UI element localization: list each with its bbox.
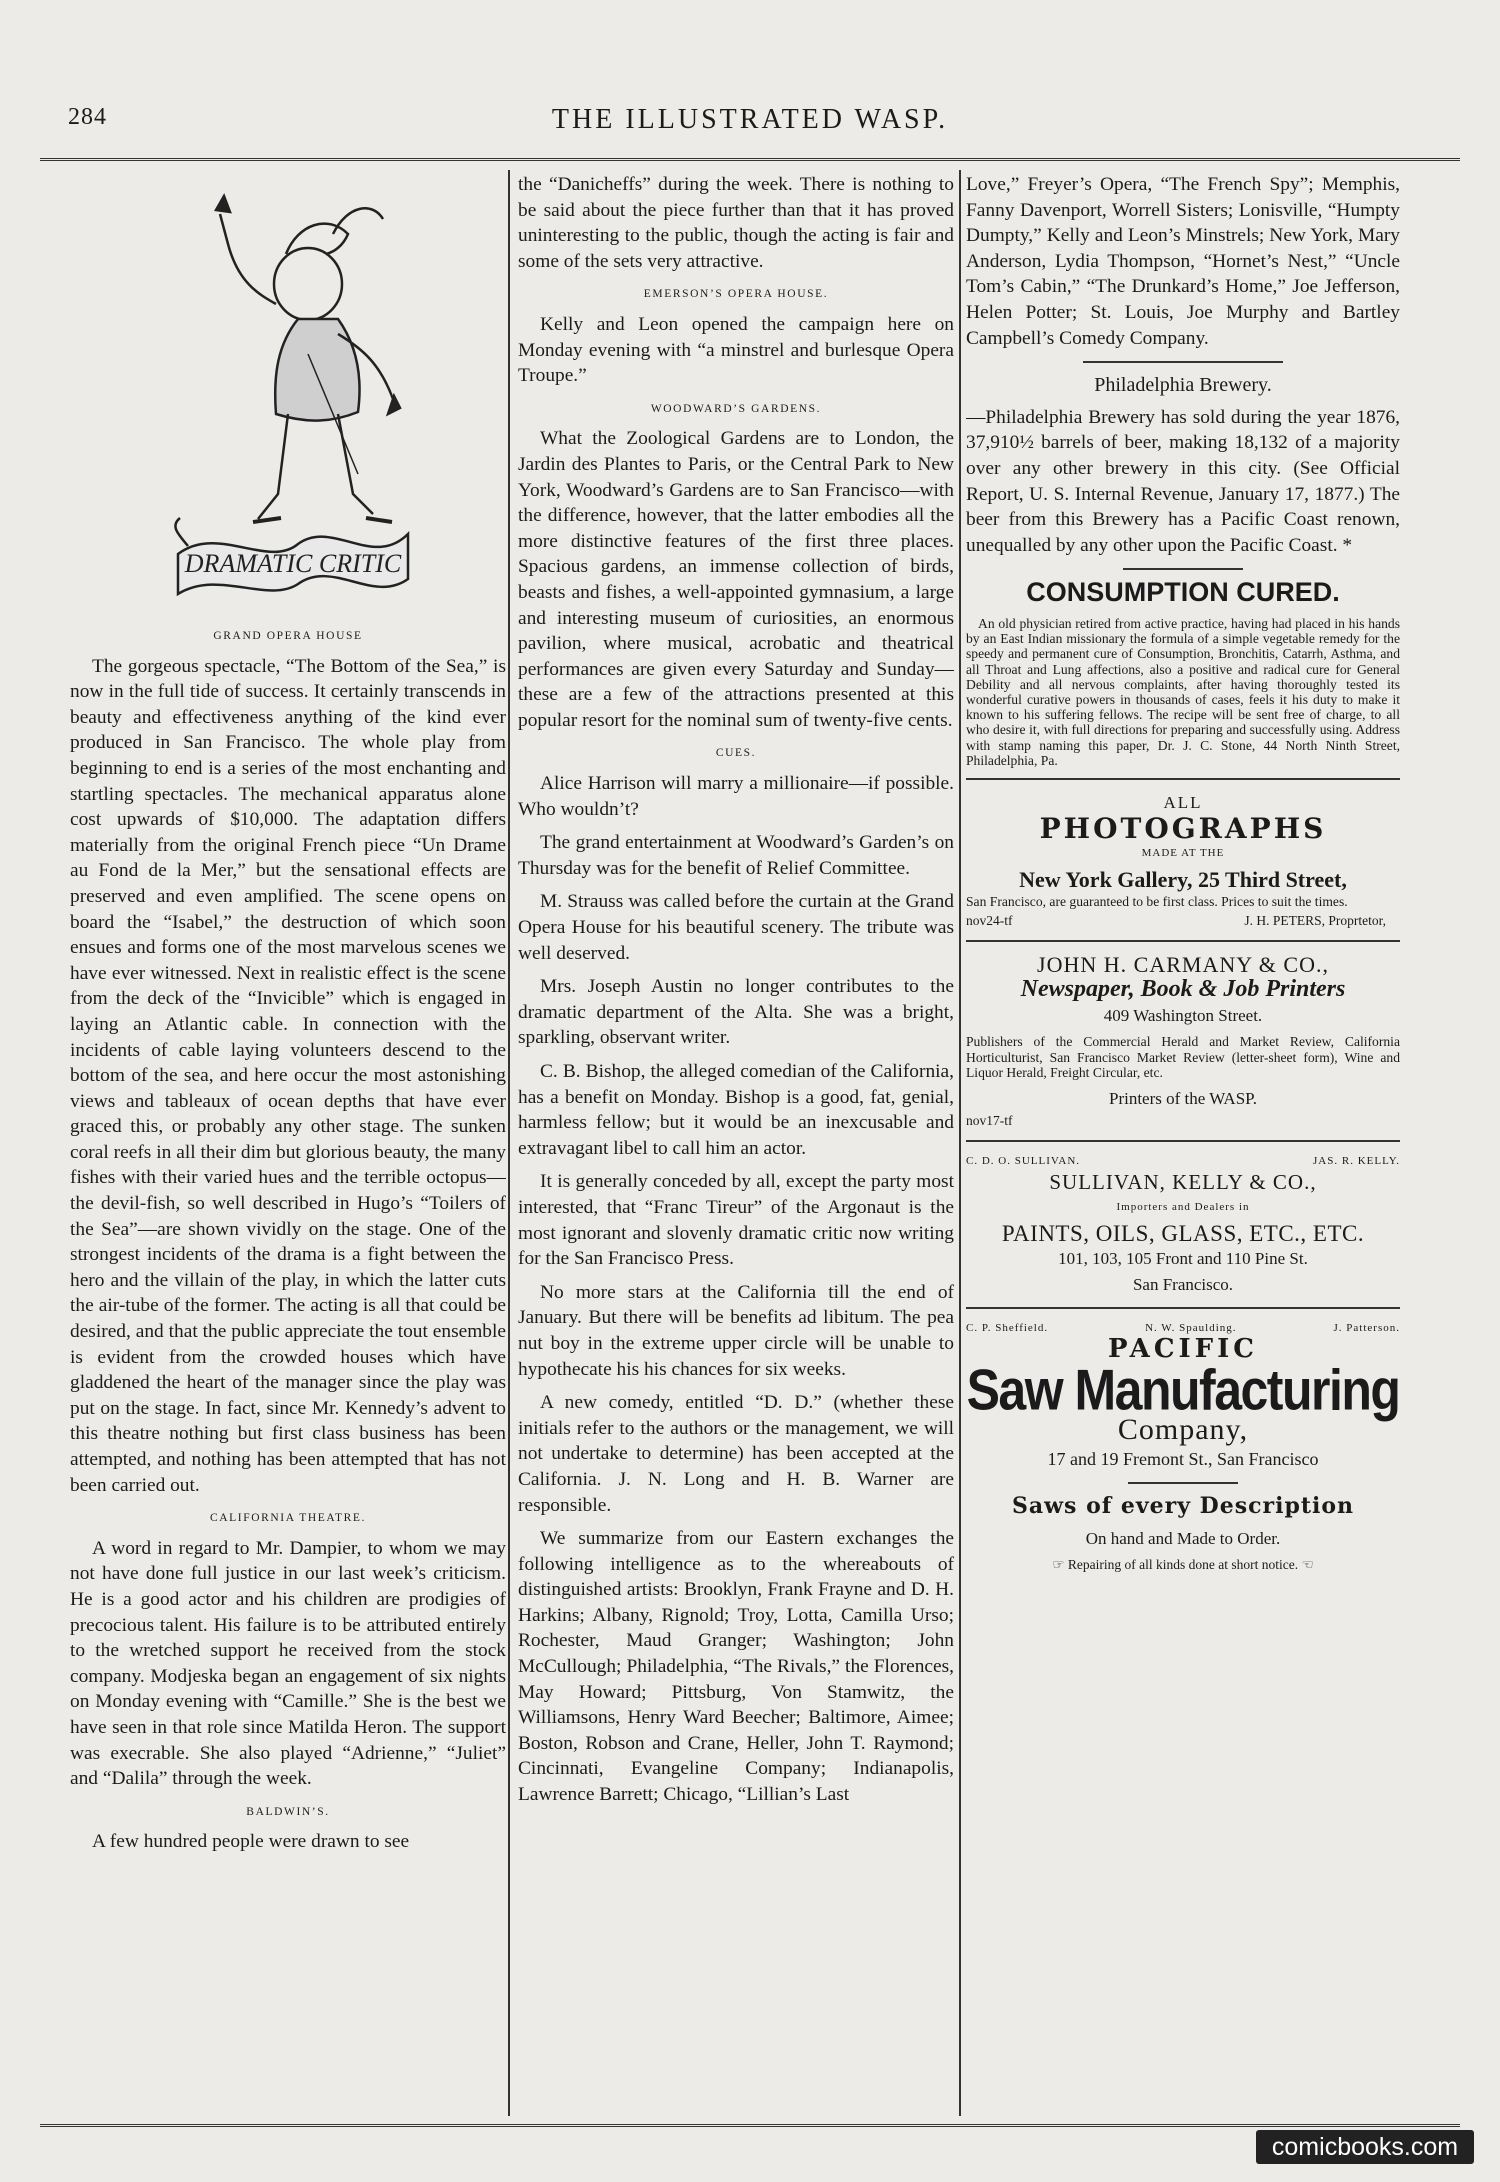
brewery-text: —Philadelphia Brewery has sold during the year 1876, 37,910½ barrels of beer, making 18,132 of a majority over any other brewery in this city. (See Official Report, U. S. Internal Revenue, January 17, 1877.) The beer from this Brewery has a Pacific Coast renown, unequalled by any other upon the Pacific Coast. * <box>966 406 1400 556</box>
illustration-caption: DRAMATIC CRITIC <box>184 549 402 578</box>
pointing-hand-icon: ☞ <box>1052 1557 1065 1573</box>
baldwin-heading: BALDWIN’S. <box>246 1805 330 1818</box>
page-number: 284 <box>68 104 107 130</box>
pacific-name: J. Patterson. <box>1333 1322 1400 1335</box>
cue-item: No more stars at the California till the end of January. But there will be benefits ad libitum. The pea nut boy in the extreme upper circle will be unable to hypothecate his his chances for six weeks. <box>518 1281 954 1380</box>
emerson-heading: EMERSON’S OPERA HOUSE. <box>643 288 829 301</box>
photo-title: PHOTOGRAPHS <box>1039 811 1327 845</box>
sullivan-title: SULLIVAN, KELLY & CO., <box>1049 1169 1317 1194</box>
cue-item: Mrs. Joseph Austin no longer contributes to the dramatic department of the Alta. She was a bright, sparkling, observant writer. <box>518 976 954 1049</box>
pacific-company: Company, <box>1117 1413 1249 1447</box>
carmany-text: Publishers of the Commercial Herald and Market Review, California Horticulturist, San Francisco Market Review (letter-sheet form), Wine and Liquor Herald, Freight Circular, etc. <box>966 1034 1400 1080</box>
column-1 <box>70 172 506 2112</box>
carmany-printers: Printers of the WASP. <box>1109 1088 1257 1108</box>
sullivan-address: 101, 103, 105 Front and 110 Pine St. <box>1058 1249 1308 1269</box>
photo-footer <box>966 912 1400 930</box>
ad-divider <box>966 778 1400 780</box>
california-heading: CALIFORNIA THEATRE. <box>209 1512 367 1525</box>
carmany-subtitle: Newspaper, Book & Job Printers <box>1020 976 1346 1003</box>
pacific-repair-line <box>966 1557 1400 1572</box>
woodward-heading: WOODWARD’S GARDENS. <box>650 402 822 415</box>
carmany-title: JOHN H. CARMANY & CO., <box>1037 951 1329 977</box>
column-2 <box>518 172 954 2112</box>
ad-divider <box>966 1307 1400 1309</box>
pacific-title: PACIFIC <box>1107 1334 1258 1365</box>
sullivan-goods: PAINTS, OILS, GLASS, ETC., ETC. <box>1001 1220 1365 1246</box>
cues-heading: CUES. <box>715 747 757 760</box>
column-divider-2 <box>959 170 961 2116</box>
consumption-text: An old physician retired from active practice, having had placed in his hands by an East Indian missionary the formula of a simple vegetable remedy for the speedy and permanent cure of Consumption, Bronchitis, Catarrh, Asthma, and all Throat and Lung affections, also a positive and radical cure for General Debility and all nervous complaints, after having thoroughly tested its wonderful curative powers in thousands of cases, feels it his duty to make it known to his suffering fellows. The recipe will be sent free of charge, to all who desire it, with full directions for preparing and successfully using. Address with stamp naming this paper, Dr. J. C. Stone, 44 North Ninth Street, Philadelphia, Pa. <box>966 615 1400 768</box>
cue-item: M. Strauss was called before the curtain at the Grand Opera House for his beautiful scenery. The tribute was well deserved. <box>518 891 954 964</box>
masthead <box>40 62 1460 162</box>
watermark: comicbooks.com <box>1256 2130 1474 2164</box>
pacific-saw: Saw Manufacturing <box>966 1357 1400 1423</box>
cue-item: Alice Harrison will marry a millionaire—if possible. Who wouldn’t? <box>518 773 954 820</box>
divider <box>1123 568 1243 570</box>
pacific-hand: On hand and Made to Order. <box>1085 1528 1281 1548</box>
emerson-text: Kelly and Leon opened the campaign here on Monday evening with “a minstrel and burlesque Opera Troupe.” <box>518 313 954 387</box>
sullivan-subtitle: Importers and Dealers in <box>1116 1201 1250 1214</box>
sullivan-city: San Francisco. <box>1132 1274 1234 1294</box>
divider <box>1128 1482 1238 1484</box>
pacific-name: N. W. Spaulding. <box>1145 1322 1237 1335</box>
photo-text: San Francisco, are guaranteed to be first class. Prices to suit the times. <box>966 894 1348 910</box>
photo-proprietor: J. H. PETERS, Proprtetor, <box>1244 912 1386 928</box>
bottom-rule <box>40 2124 1460 2127</box>
danicheffs-text: the “Danicheffs” during the week. There is nothing to be said about the piece further than that it has proved uninteresting to the public, though the acting is fair and some of the sets very attractive. <box>518 174 954 272</box>
photo-gallery: New York Gallery, 25 Third Street, <box>1019 866 1347 892</box>
newspaper-title: THE ILLUSTRATED WASP. <box>551 104 949 135</box>
dramatic-critic-illustration <box>158 174 418 614</box>
carmany-address: 409 Washington Street. <box>1103 1005 1263 1025</box>
baldwin-text: A few hundred people were drawn to see <box>92 1831 410 1853</box>
photo-ref: nov24-tf <box>966 912 1013 928</box>
divider <box>1083 361 1283 363</box>
pacific-repair: Repairing of all kinds done at short notice. <box>1067 1557 1299 1573</box>
cue-item: The grand entertainment at Woodward’s Garden’s on Thursday was for the benefit of Relief Committee. <box>518 832 954 879</box>
ad-divider <box>966 940 1400 942</box>
photo-made: MADE AT THE <box>1141 847 1225 860</box>
california-text: A word in regard to Mr. Dampier, to whom we may not have done full justice in our last week’s criticism. He is a good actor and his children are prodigies of precocious talent. His failure is to be attributed entirely to the wretched support he received from the stock company. Modjeska began an engagement of six nights on Monday evening with “Camille.” She is the best we have seen in that role since Matilda Heron. The support was execrable. She also played “Adrienne,” “Juliet” and “Dalila” through the week. <box>70 1537 506 1790</box>
brewery-heading: Philadelphia Brewery. <box>1094 374 1272 397</box>
column-divider-1 <box>508 170 510 2116</box>
photo-all: ALL <box>1163 792 1203 812</box>
cue-item: We summarize from our Eastern exchanges the following intelligence as to the whereabouts of distinguished artists: Brooklyn, Frank Frayne and D. H. Harkins; Albany, Rignold; Troy, Lotta, Camilla Urso; Rochester, Maud Granger; Washington; John McCullough; Philadelphia, “The Rivals,” the Florences, May Howard; Pittsburg, Von Stamwitz, the Williamsons, Henry Ward Beecher; Baltimore, Aimee; Boston, Robson and Crane, Heller, John T. Raymond; Cincinnati, Evangeline Company; Indianapolis, Lawrence Barrett; Chicago, “Lillian’s Last <box>518 1528 954 1806</box>
ad-divider <box>966 1140 1400 1142</box>
grand-opera-heading: GRAND OPERA HOUSE <box>213 630 363 642</box>
top-rule <box>40 158 1460 161</box>
consumption-title: CONSUMPTION CURED. <box>1026 577 1340 608</box>
sullivan-names <box>966 1152 1400 1170</box>
pointing-hand-icon: ☜ <box>1301 1557 1314 1573</box>
grand-opera-text: The gorgeous spectacle, “The Bottom of the Sea,” is now in the full tide of success. It certainly transcends in beauty and effectiveness anything of the kind ever produced in San Francisco. The whole play from beginning to end is a series of the most enchanting and startling spectacles. The mechanical apparatus alone cost upwards of $10,000. The adaptation differs materially from the original French piece “Un Drame au Fond de la Mer,” but the sensational effects are preserved and even amplified. The scene opens on board the “Isabel,” the destruction of which soon ensues and forms one of the most marvelous scenes we have ever witnessed. Next in realistic effect is the scene from the deck of the “Invicible” which is engaged in laying an Atlantic cable. In connection with the incidents of cable laying volunteers descend to the bottom of the sea, and here occur the most astonishing views and tableaux of ocean depths that have ever graced this, or probably any other stage. The sunken coral reefs in all their dim but glorious beauty, the many fishes with their varied hues and the terrible octopus—the devil-fish, so well described in Hugo’s “Toilers of the Sea”—are shown vividly on the stage. One of the strongest incidents of the drama is a fight between the hero and the villain of the play, in which the latter cuts the air-tube of the former. The acting is all that could be desired, and that the public appreciate the tout ensemble is evident from the crowded houses which have gladdened the heart of the manager since the play was put on the stage. In fact, since Mr. Kennedy’s advent to this theatre nothing but first class business has been attempted, and nothing has been attempted that has not been carried out. <box>70 655 506 1496</box>
pacific-name: C. P. Sheffield. <box>966 1322 1049 1335</box>
artists-continued-text: Love,” Freyer’s Opera, “The French Spy”; Memphis, Fanny Davenport, Worrell Sisters; Lonisville, “Humpty Dumpty,” Kelly and Leon’s Minstrels; New York, Mary Anderson, Lydia Thompson, “Hornet’s Nest,” “Uncle Tom’s Cabin,” “The Drunkard’s Home,” Joe Jefferson, Helen Potter; St. Louis, Joe Murphy and Bartley Campbell’s Comedy Company. <box>966 174 1400 349</box>
pacific-saws: Saws of every Description <box>1011 1493 1355 1520</box>
carmany-footer <box>966 1112 1400 1130</box>
cue-item: It is generally conceded by all, except the party most interested, that “Franc Tireur” of the Argonaut is the most ignorant and slovenly dramatic critic now writing for the San Francisco Press. <box>518 1171 954 1270</box>
pacific-address: 17 and 19 Fremont St., San Francisco <box>1047 1448 1319 1469</box>
woodward-text: What the Zoological Gardens are to London, the Jardin des Plantes to Paris, or the Central Park to New York, Woodward’s Gardens are to San Francisco—with the difference, however, that the latter embodies all the more distinctive features of the first three places. Spacious gardens, an immense collection of birds, beasts and fishes, a well-appointed gymnasium, a large and interesting museum of curiosities, an enormous pavilion, where musical, acrobatic and theatrical performances are given every Saturday and Sunday—these are a few of the attractions presented at this popular resort for the nominal sum of twenty-five cents. <box>518 428 954 731</box>
sullivan-right: JAS. R. KELLY. <box>1313 1154 1400 1167</box>
sullivan-left: C. D. O. SULLIVAN. <box>966 1154 1081 1167</box>
cue-item: C. B. Bishop, the alleged comedian of the California, has a benefit on Monday. Bishop is a good, fat, genial, harmless fellow; but it would be an inexcusable and extravagant libel to call him an actor. <box>518 1061 954 1159</box>
column-3 <box>966 172 1400 2112</box>
carmany-ref: nov17-tf <box>966 1112 1013 1128</box>
cue-item: A new comedy, entitled “D. D.” (whether these initials refer to the authors or the management, we will not undertake to determine) has been accepted at the California. J. N. Long and H. B. Warner are responsible. <box>518 1392 954 1516</box>
